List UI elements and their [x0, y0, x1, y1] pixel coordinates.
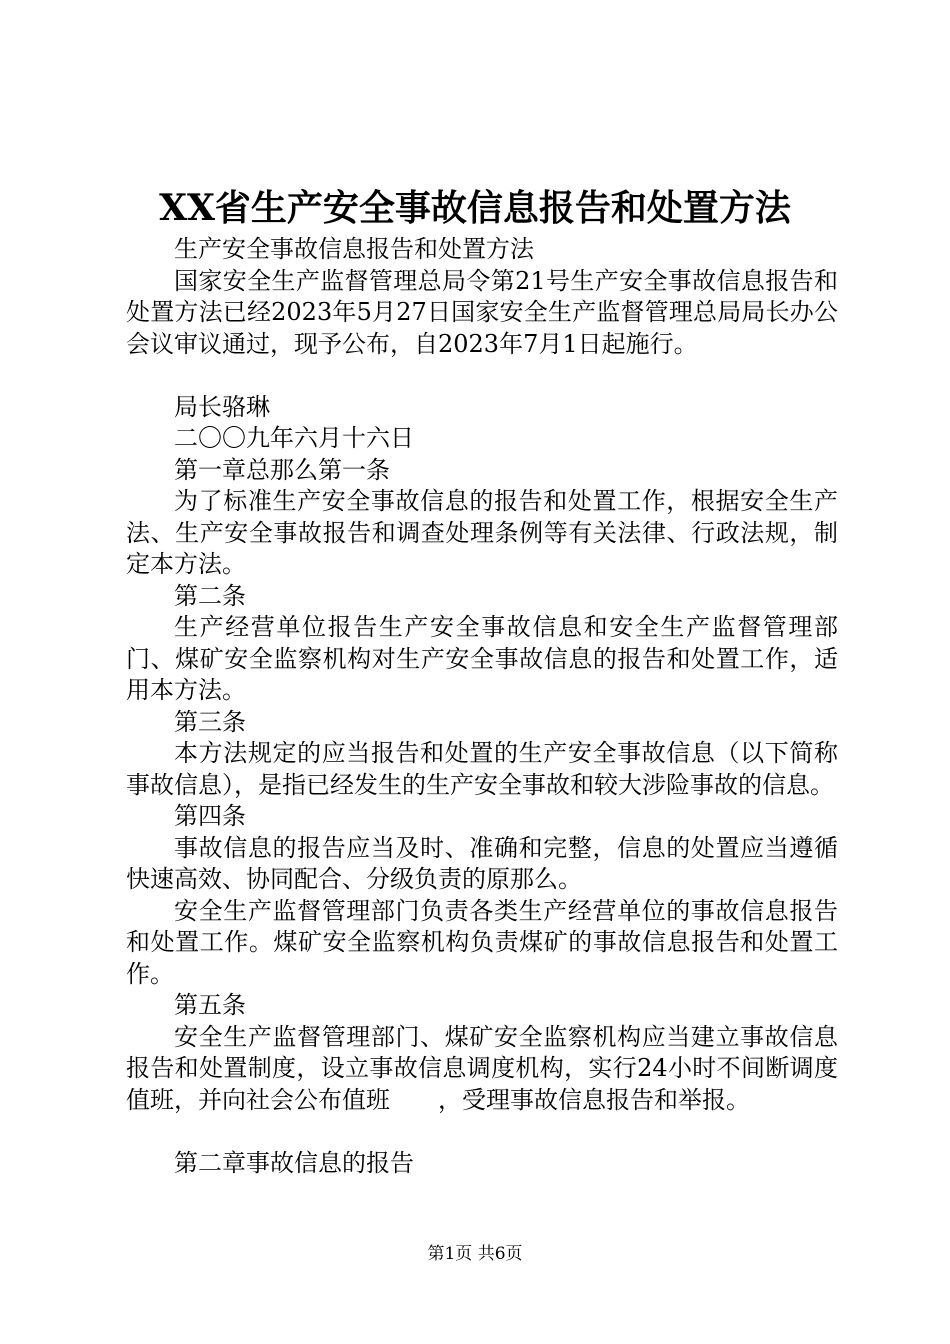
paragraph-signatory: 局长骆琳 [174, 392, 270, 421]
chapter-one-heading: 第一章总那么第一条 [174, 455, 390, 484]
page-number: 第1页 共6页 [427, 1244, 523, 1264]
paragraph-date: 二〇〇九年六月十六日 [174, 424, 414, 452]
paragraph-decree: 国家安全生产监督管理总局令第21号生产安全事故信息报告和处置方法已经2023年5月27日国家安全生产监督管理总局局长办公会议审议通过，现予公布，自2023年7月1日起施行。 [126, 266, 838, 358]
article-one-text: 为了标准生产安全事故信息的报告和处置工作，根据安全生产法、生产安全事故报告和调查处理条例等有关法律、行政法规，制定本方法。 [126, 487, 838, 578]
article-three-heading: 第三条 [174, 707, 246, 736]
article-two-text: 生产经营单位报告生产安全事故信息和安全生产监督管理部门、煤矿安全监察机构对生产安全事故信息的报告和处置工作，适用本方法。 [126, 613, 838, 704]
article-three-text: 本方法规定的应当报告和处置的生产安全事故信息（以下简称事故信息），是指已经发生的生产安全事故和较大涉险事故的信息。 [126, 739, 838, 799]
article-five-heading: 第五条 [174, 991, 246, 1019]
article-five-text: 安全生产监督管理部门、煤矿安全监察机构应当建立事故信息报告和处置制度，设立事故信息调度机构，实行24小时不间断调度值班，并向社会公布值班 ，受理事故信息报告和举报。 [126, 1022, 838, 1114]
article-four-text-2: 安全生产监督管理部门负责各类生产经营单位的事故信息报告和处置工作。煤矿安全监察机构负责煤矿的事故信息报告和处置工作。 [126, 896, 838, 988]
document-title: XX省生产安全事故信息报告和处置方法 [159, 187, 791, 229]
paragraph-subtitle: 生产安全事故信息报告和处置方法 [174, 235, 534, 263]
article-four-heading: 第四条 [174, 802, 246, 830]
article-four-text-1: 事故信息的报告应当及时、准确和完整，信息的处置应当遵循快速高效、协同配合、分级负责的原那么。 [126, 833, 838, 893]
chapter-two-heading: 第二章事故信息的报告 [174, 1148, 414, 1177]
document-body [126, 234, 838, 1179]
article-two-heading: 第二条 [174, 581, 246, 610]
